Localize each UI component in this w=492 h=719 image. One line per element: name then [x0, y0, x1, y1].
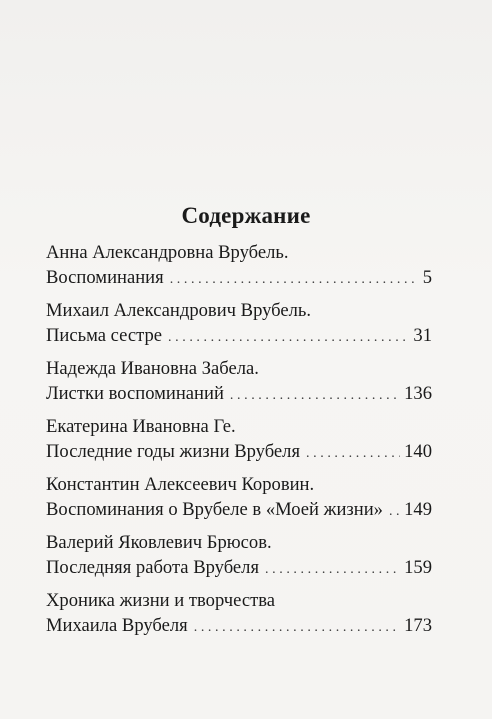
toc-entry-title: Воспоминания о Врубеле в «Моей жизни» — [46, 499, 383, 520]
toc-entry-title: Последняя работа Врубеля — [46, 557, 260, 578]
toc-entry — [46, 298, 432, 350]
toc-entry-title: Письма сестре — [46, 325, 163, 346]
dot-leader — [265, 557, 400, 582]
toc-entry-author: Екатерина Ивановна Ге. — [46, 416, 236, 437]
toc-entry-page: 159 — [404, 557, 432, 578]
dot-leader — [168, 325, 409, 350]
toc-entry-line — [46, 497, 432, 524]
toc-entry-line — [46, 323, 432, 350]
toc-entry — [46, 530, 432, 582]
toc-entry-author: Анна Александровна Врубель. — [46, 242, 289, 263]
toc-entry-line — [46, 265, 432, 292]
toc-entry-author: Константин Алексеевич Коровин. — [46, 474, 315, 495]
page-title: Содержание — [181, 203, 311, 228]
dot-leader — [194, 615, 400, 640]
table-of-contents — [46, 240, 432, 646]
toc-entry-line — [46, 555, 432, 582]
toc-entry — [46, 240, 432, 292]
toc-entry-line — [46, 381, 432, 408]
toc-entry — [46, 356, 432, 408]
toc-entry-author: Надежда Ивановна Забела. — [46, 358, 259, 379]
toc-entry-page: 136 — [404, 383, 432, 404]
toc-entry-page: 149 — [404, 499, 432, 520]
toc-entry-author: Михаил Александрович Врубель. — [46, 300, 312, 321]
toc-entry-page: 140 — [404, 441, 432, 462]
toc-entry — [46, 472, 432, 524]
toc-entry-page: 173 — [404, 615, 432, 636]
toc-entry — [46, 414, 432, 466]
toc-entry-page: 31 — [413, 325, 432, 346]
dot-leader — [230, 383, 400, 408]
dot-leader — [306, 441, 400, 466]
toc-entry-title: Листки воспоминаний — [46, 383, 224, 404]
dot-leader — [170, 267, 414, 292]
dot-leader — [389, 499, 400, 524]
toc-entry-line — [46, 439, 432, 466]
toc-entry-title: Михаила Врубеля — [46, 615, 188, 636]
toc-entry-page: 5 — [422, 267, 432, 288]
toc-entry-title: Последние годы жизни Врубеля — [46, 441, 301, 462]
toc-entry-line — [46, 613, 432, 640]
toc-entry — [46, 588, 432, 640]
toc-entry-author: Валерий Яковлевич Брюсов. — [46, 532, 272, 553]
toc-entry-title: Воспоминания — [46, 267, 164, 288]
toc-entry-author: Хроника жизни и творчества — [46, 590, 276, 611]
